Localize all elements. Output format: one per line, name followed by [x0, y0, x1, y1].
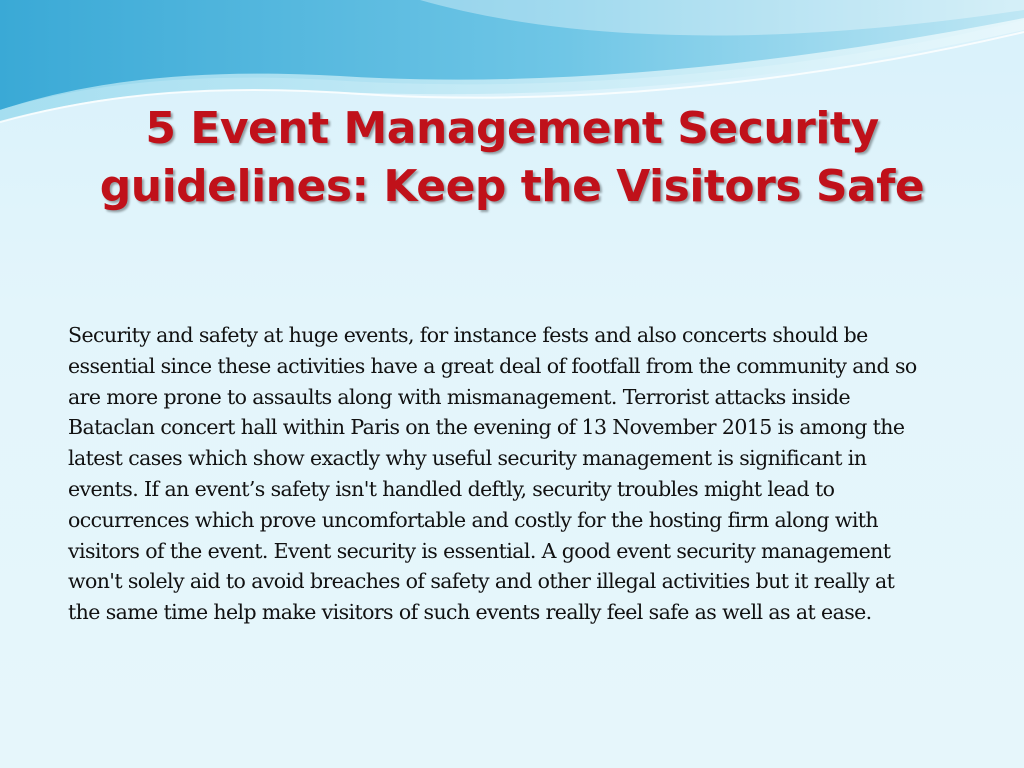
slide-body-text: Security and safety at huge events, for instance fests and also concerts should be essential since these activities have a great deal of footfall from the community and so are more prone to assaults along with mismanagement. Terrorist attacks inside Bataclan concert hall within Paris on the evening of 13 November 2015 is among the latest cases which show exactly why useful security management is significant in events. If an event’s safety isn't handled deftly, security troubles might lead to occurrences which prove uncomfortable and costly for the hosting firm along with visitors of the event. Event security is essential. A good event security management won't solely aid to avoid breaches of safety and other illegal activities but it really at the same time help make visitors of such events really feel safe as well as at ease.	[68, 323, 917, 625]
slide-title: 5 Event Management Security guidelines: Keep the Visitors Safe	[99, 103, 925, 212]
